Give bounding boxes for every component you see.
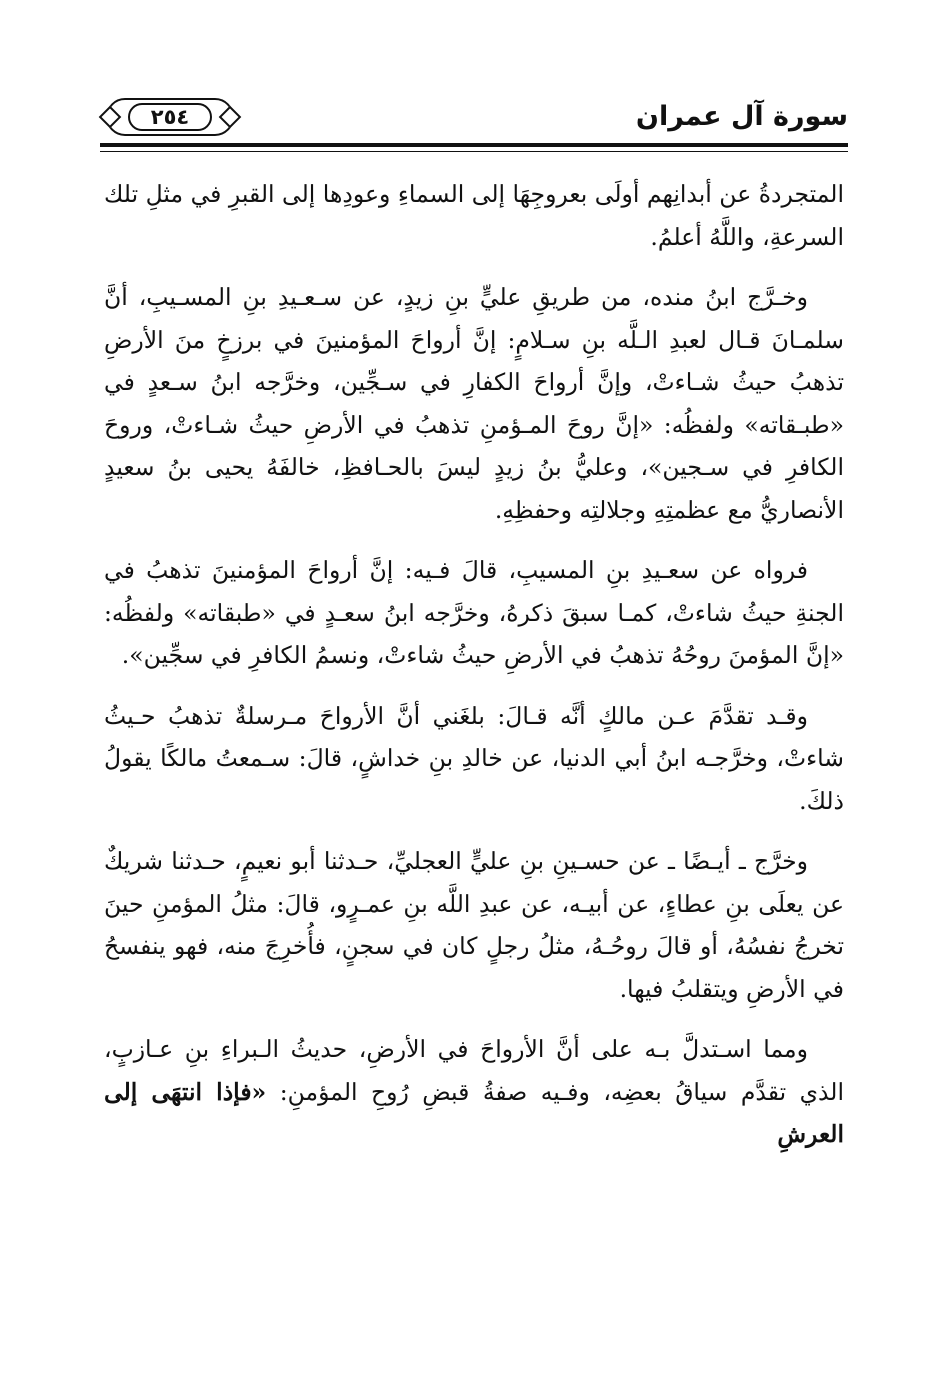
paragraph: وخرَّج ـ أيـضًا ـ عن حسـينِ بنِ عليٍّ العجليِّ، حـدثنا أبو نعيمٍ، حـدثنا شريكٌ عن يعلَى بنِ عطاءٍ، عن أبيـه، عن عبدِ اللَّه بنِ عمـرٍو، قالَ: مثلُ المؤمنِ حينَ تخرجُ نفسُهُ، أو قالَ روحُـهُ، مثلُ رجلٍ كان في سجنٍ، فأُخرِجَ منه، فهو ينفسحُ في الأرضِ ويتقلبُ فيها. <box>104 847 844 1003</box>
header-rule-thick <box>100 143 848 147</box>
badge-left-tip <box>99 106 122 129</box>
paragraph <box>104 1028 844 1156</box>
hadith-quote-bold: «فإذا انتهَى إلى العرشِ <box>104 1077 844 1148</box>
page-header <box>100 95 848 147</box>
page-number-badge <box>106 98 234 136</box>
paragraph: المتجردةُ عن أبدانِهم أولَى بعروجِهَا إلى السماءِ وعودِها إلى القبرِ في مثلِ تلك السرعةِ، واللَّهُ أعلمُ. <box>104 180 844 251</box>
page-body <box>104 173 844 1174</box>
paragraph: فرواه عن سعـيدِ بنِ المسيبِ، قالَ فـيه: إنَّ أرواحَ المؤمنينَ تذهبُ في الجنةِ حيثُ شاءتْ، كمـا سبقَ ذكرهُ، وخرَّجه ابنُ سعـدٍ في «طبقاته» ولفظُه: «إنَّ المؤمنَ روحُهُ تذهبُ في الأرضِ حيثُ شاءتْ، ونسمُ الكافرِ في سجِّين». <box>104 556 844 669</box>
paragraph: وقـد تقدَّمَ عـن مالكٍ أنَّه قـالَ: بلغَني أنَّ الأرواحَ مـرسلةٌ تذهبُ حـيثُ شاءتْ، وخرَّجـه ابنُ أبي الدنيا، عن خالدِ بنِ خداشٍ، قالَ: سـمعتُ مالكًا يقولُ ذلكَ. <box>104 701 844 815</box>
paragraph: وخـرَّج ابنُ منده، من طريقِ عليٍّ بنِ زيدٍ، عن سـعـيدِ بنِ المسـيبِ، أنَّ سلمـانَ قـال لعبدِ الـلَّه بنِ سـلامٍ: إنَّ أرواحَ المؤمنينَ في برزخٍ منَ الأرضِ تذهبُ حيثُ شـاءتْ، وإنَّ أرواحَ الكفارِ في سـجِّين، وخرَّجه ابنُ سـعدٍ في «طبـقاته» ولفظُه: «إنَّ روحَ المـؤمنِ تذهبُ في الأرضِ حيثُ شـاءتْ، وروحَ الكافرِ في سـجين»، وعليُّ بنُ زيدٍ ليسَ بالحـافظِ، خالفَهُ يحيى بنُ سعيدٍ الأنصاريُّ مع عظمتِهِ وجلالتِه وحفظِهِ. <box>104 283 844 524</box>
badge-right-tip <box>219 106 242 129</box>
header-rule-thin <box>100 151 848 152</box>
page-number: ٢٥٤ <box>128 103 212 131</box>
surah-title: سورة آل عمران <box>635 101 848 132</box>
paragraph-text: ومما اسـتدلَّ بـه على أنَّ الأرواحَ في الأرضِ، حديثُ الـبراءِ بنِ عـازبٍ، الذي تقدَّم سياقُ بعضِه، وفـيه صفةُ قبضِ رُوحِ المؤمنِ: <box>104 1035 844 1106</box>
